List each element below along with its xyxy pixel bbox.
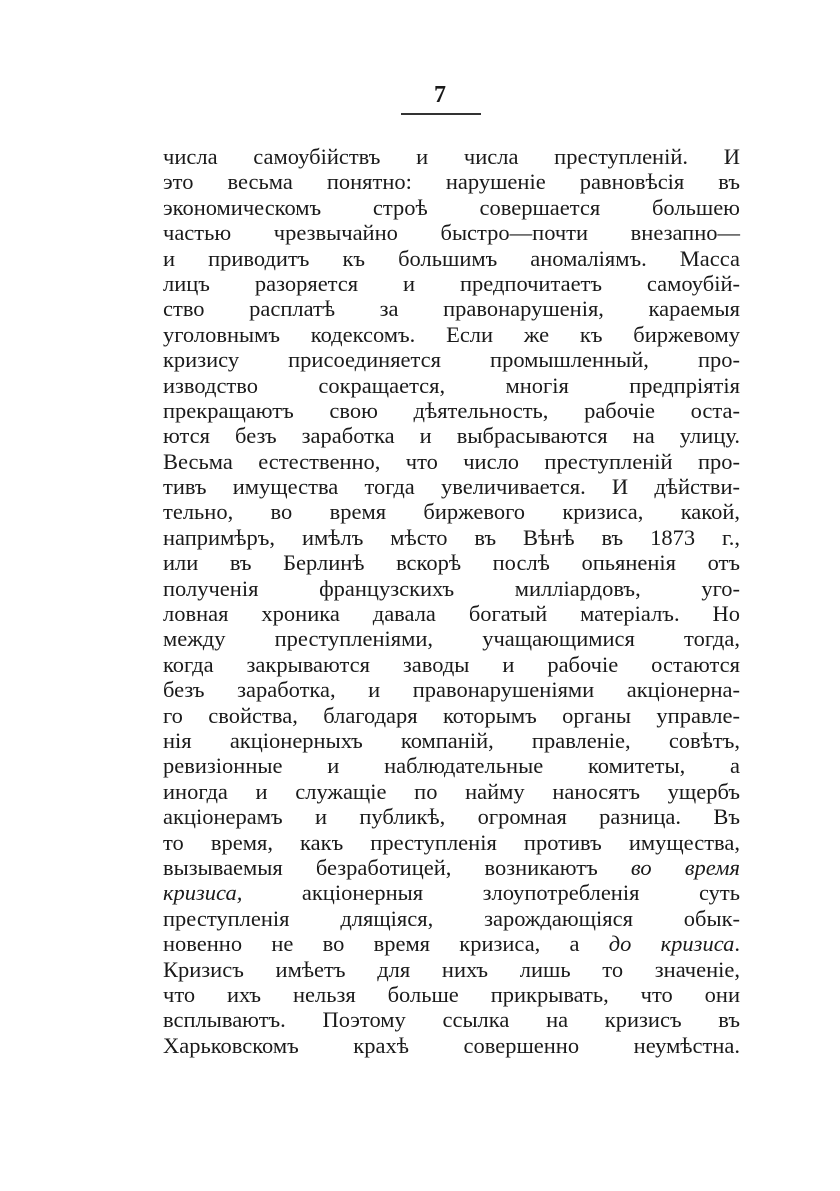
text-line [163, 423, 740, 448]
text-segment: новенно не во время кризиса, а [163, 931, 609, 957]
text-line [163, 398, 740, 423]
text-segment: числа самоубійствъ и числа преступленій. И [163, 144, 740, 169]
text-line [163, 144, 740, 169]
text-line [163, 474, 740, 499]
text-line [163, 220, 740, 245]
text-segment: или въ Берлинѣ вскорѣ послѣ опьяненія отъ [163, 550, 740, 576]
text-line [163, 779, 740, 804]
text-segment: уголовнымъ кодексомъ. Если же къ биржевому [163, 321, 740, 347]
italic-text: во время [630, 854, 740, 880]
text-line [163, 652, 740, 677]
text-segment: Кризисъ имѣетъ для нихъ лишь то значеніе, [163, 956, 740, 982]
text-segment: частью чрезвычайно быстро—почти внезапно— [163, 220, 740, 246]
text-segment: ются безъ заработка и выбрасываются на улицу. [163, 423, 740, 449]
text-segment: прекращаютъ свою дѣятельность, рабочіе оста- [163, 397, 740, 423]
text-line [163, 753, 740, 778]
text-segment: го свойства, благодаря которымъ органы управле- [163, 702, 740, 728]
text-line [163, 449, 740, 474]
text-segment: когда закрываются заводы и рабочіе остаются [163, 651, 740, 677]
text-segment: тивъ имущества тогда увеличивается. И дѣйстви- [163, 474, 740, 500]
text-line [163, 576, 740, 601]
text-segment: экономическомъ строѣ совершается большею [163, 194, 740, 220]
text-line [163, 601, 740, 626]
text-segment: между преступленіями, учащающимися тогда, [163, 626, 740, 652]
text-line [163, 804, 740, 829]
text-line [163, 830, 740, 855]
text-segment: Харьковскомъ крахѣ совершенно неумѣстна. [163, 1032, 740, 1058]
text-line [163, 347, 740, 372]
italic-text: кризиса, [163, 880, 243, 906]
text-line [163, 373, 740, 398]
page-number: 7 [434, 82, 446, 108]
text-segment: полученія французскихъ милліардовъ, уго- [163, 575, 740, 601]
text-line [163, 982, 740, 1007]
text-line [163, 703, 740, 728]
text-line [163, 906, 740, 931]
text-segment: Весьма естественно, что число преступленій про- [163, 448, 740, 474]
text-segment: тельно, во время биржевого кризиса, какой, [163, 499, 740, 525]
text-segment: ревизіонные и наблюдательные комитеты, а [163, 753, 740, 779]
text-line [163, 880, 740, 905]
text-segment: всплываютъ. Поэтому ссылка на кризисъ въ [163, 1007, 740, 1033]
text-segment: нія акціонерныхъ компаній, правленіе, совѣтъ, [163, 727, 740, 753]
text-segment: кризису присоединяется промышленный, про- [163, 347, 740, 373]
body-text [163, 144, 740, 1058]
text-segment: лицъ разоряется и предпочитаетъ самоубій- [163, 270, 740, 296]
text-segment: ловная хроника давала богатый матеріалъ. Но [163, 601, 740, 627]
text-line [163, 677, 740, 702]
text-segment: и приводитъ къ большимъ аномаліямъ. Масса [163, 245, 740, 271]
text-segment: ство расплатѣ за правонарушенія, караемыя [163, 296, 740, 322]
text-segment: безъ заработка, и правонарушеніями акціонерна- [163, 677, 740, 703]
text-line [163, 322, 740, 347]
text-line [163, 525, 740, 550]
text-segment: иногда и служащіе по найму наносятъ ущербъ [163, 778, 740, 804]
text-segment: это весьма понятно: нарушеніе равновѣсія въ [163, 169, 740, 195]
text-segment: что ихъ нельзя больше прикрывать, что они [163, 981, 740, 1007]
text-line [163, 728, 740, 753]
text-line [163, 169, 740, 194]
text-line [163, 246, 740, 271]
text-segment: изводство сокращается, многія предпріятія [163, 372, 740, 398]
text-line [163, 957, 740, 982]
text-line [163, 1033, 740, 1058]
text-line [163, 1007, 740, 1032]
text-line [163, 296, 740, 321]
text-segment: то время, какъ преступленія противъ имущества, [163, 829, 740, 855]
text-line [163, 855, 740, 880]
italic-text: до кризиса [608, 931, 735, 957]
text-line [163, 271, 740, 296]
text-segment: напримѣръ, имѣлъ мѣсто въ Вѣнѣ въ 1873 г., [163, 524, 740, 550]
text-line [163, 550, 740, 575]
text-segment: вызываемыя безработицей, возникаютъ [163, 854, 631, 880]
text-line [163, 195, 740, 220]
text-line [163, 499, 740, 524]
text-line [163, 626, 740, 651]
text-segment: преступленія длящіяся, зарождающіяся обык- [163, 905, 740, 931]
header-rule [401, 113, 481, 115]
text-segment: . [734, 931, 740, 957]
text-segment: акціонерамъ и публикѣ, огромная разница. Въ [163, 804, 740, 830]
text-line [163, 931, 740, 956]
text-segment: акціонерныя злоупотребленія суть [242, 880, 740, 906]
